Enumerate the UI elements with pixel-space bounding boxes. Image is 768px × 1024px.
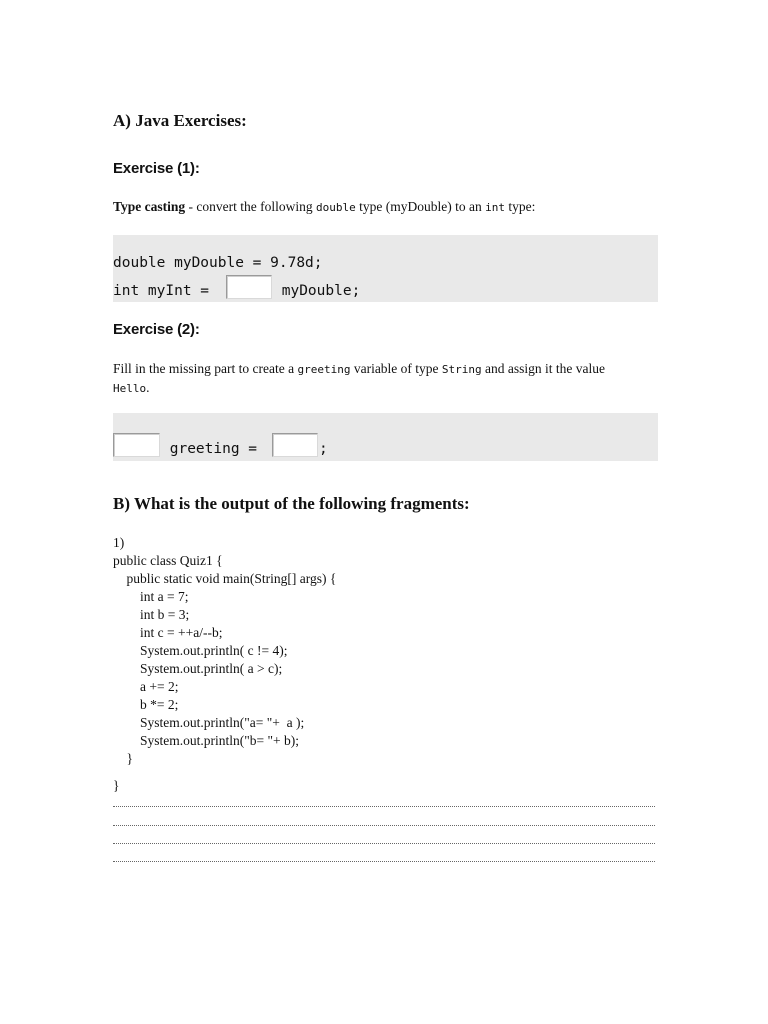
fragment-line: System.out.println( c != 4);	[113, 643, 288, 658]
instruction-text: type (myDouble) to an	[355, 199, 486, 214]
section-b-title: B) What is the output of the following fragments:	[113, 494, 470, 513]
fragment-line: public static void main(String[] args) {	[113, 571, 337, 586]
instruction-text: variable of type	[350, 361, 442, 376]
instruction-text: - convert the following	[185, 199, 316, 214]
answer-line[interactable]	[113, 825, 655, 826]
type-answer-input[interactable]	[113, 433, 160, 457]
instruction-text: .	[146, 380, 150, 395]
answer-line[interactable]	[113, 806, 655, 807]
instruction-text: and assign it the value	[481, 361, 606, 376]
answer-line[interactable]	[113, 843, 655, 844]
instruction-code: Hello	[113, 382, 147, 395]
fragment-line: }	[113, 751, 133, 766]
fragment-line: int a = 7;	[113, 589, 189, 604]
exercise-2-instruction	[113, 360, 613, 398]
answer-line[interactable]	[113, 861, 655, 862]
fragment-line: a += 2;	[113, 679, 179, 694]
instruction-bold-term: Type casting	[113, 199, 186, 214]
instruction-code: greeting	[297, 363, 351, 376]
closing-brace: }	[113, 778, 120, 793]
value-answer-input[interactable]	[272, 433, 318, 457]
section-a-title: A) Java Exercises:	[113, 111, 247, 130]
fragment-line: int c = ++a/--b;	[113, 625, 223, 640]
code-line-double: double myDouble = 9.78d;	[113, 255, 323, 271]
exercise-1-title: Exercise (1):	[113, 160, 200, 177]
fragment-line: public class Quiz1 {	[113, 553, 223, 568]
code-line-int-suffix: myDouble;	[273, 283, 361, 299]
cast-answer-input[interactable]	[226, 275, 272, 299]
code-line-int-prefix: int myInt =	[113, 283, 218, 299]
code-fragment-1	[113, 534, 336, 768]
fragment-line: System.out.println("a= "+ a );	[113, 715, 305, 730]
instruction-code: double	[315, 201, 356, 214]
exercise-1-code-box	[113, 235, 658, 302]
fragment-line: int b = 3;	[113, 607, 190, 622]
fragment-line: b *= 2;	[113, 697, 179, 712]
code-line-semicolon: ;	[319, 441, 328, 457]
exercise-2-title: Exercise (2):	[113, 321, 200, 338]
instruction-code: int	[485, 201, 505, 214]
code-line-greeting: greeting =	[161, 441, 266, 457]
exercise-1-instruction	[113, 198, 658, 217]
instruction-code: String	[441, 363, 482, 376]
instruction-text: type:	[504, 199, 536, 214]
exercise-2-code-box	[113, 413, 658, 461]
fragment-line: 1)	[113, 535, 125, 550]
fragment-line: System.out.println( a > c);	[113, 661, 283, 676]
instruction-text: Fill in the missing part to create a	[113, 361, 298, 376]
fragment-line: System.out.println("b= "+ b);	[113, 733, 299, 748]
worksheet-page	[113, 0, 658, 1024]
